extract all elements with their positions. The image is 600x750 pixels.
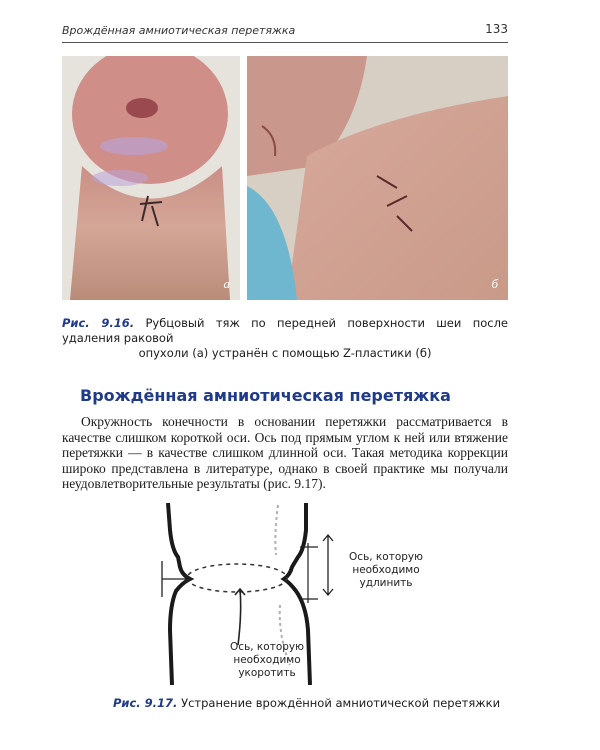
header-rule xyxy=(62,42,508,43)
photo-neck-after xyxy=(247,56,508,300)
section-heading: Врождённая амниотическая перетяжка xyxy=(80,386,451,405)
figure-9-17-label: Рис. 9.17. xyxy=(113,696,178,710)
page-number: 133 xyxy=(485,22,508,36)
figure-9-16-label: Рис. 9.16. xyxy=(62,316,135,330)
figure-9-16-caption xyxy=(62,316,508,361)
figure-9-17-caption xyxy=(113,696,513,711)
figure-9-16-caption-line2: опухоли (а) устранён с помощью Z-пластики (б) xyxy=(138,346,432,360)
body-paragraph: Окружность конечности в основании перетяжки рассматривается в качестве слишком короткой оси. Ось под прямым углом к ней или втяжение перетяжки — в качестве слишком длинной оси. Такая методика коррекции широко представлена в литературе, однако в своей практике мы получали неудовлетворительные результаты (рис. 9.17). xyxy=(62,414,508,492)
photo-b-label: б xyxy=(491,276,498,291)
figure-9-16-caption-line1: Рубцовый тяж по передней поверхности шеи после удаления раковой xyxy=(62,316,508,345)
figure-9-17-caption-text: Устранение врождённой амниотической перетяжки xyxy=(181,696,501,710)
running-head: Врождённая амниотическая перетяжка xyxy=(62,24,296,37)
label-axis-lengthen: Ось, которую необходимо удлинить xyxy=(349,551,423,589)
label-axis-shorten: Ось, которую необходимо укоротить xyxy=(230,641,304,679)
photo-neck-before xyxy=(62,56,240,300)
photo-a-label: а xyxy=(223,276,230,291)
